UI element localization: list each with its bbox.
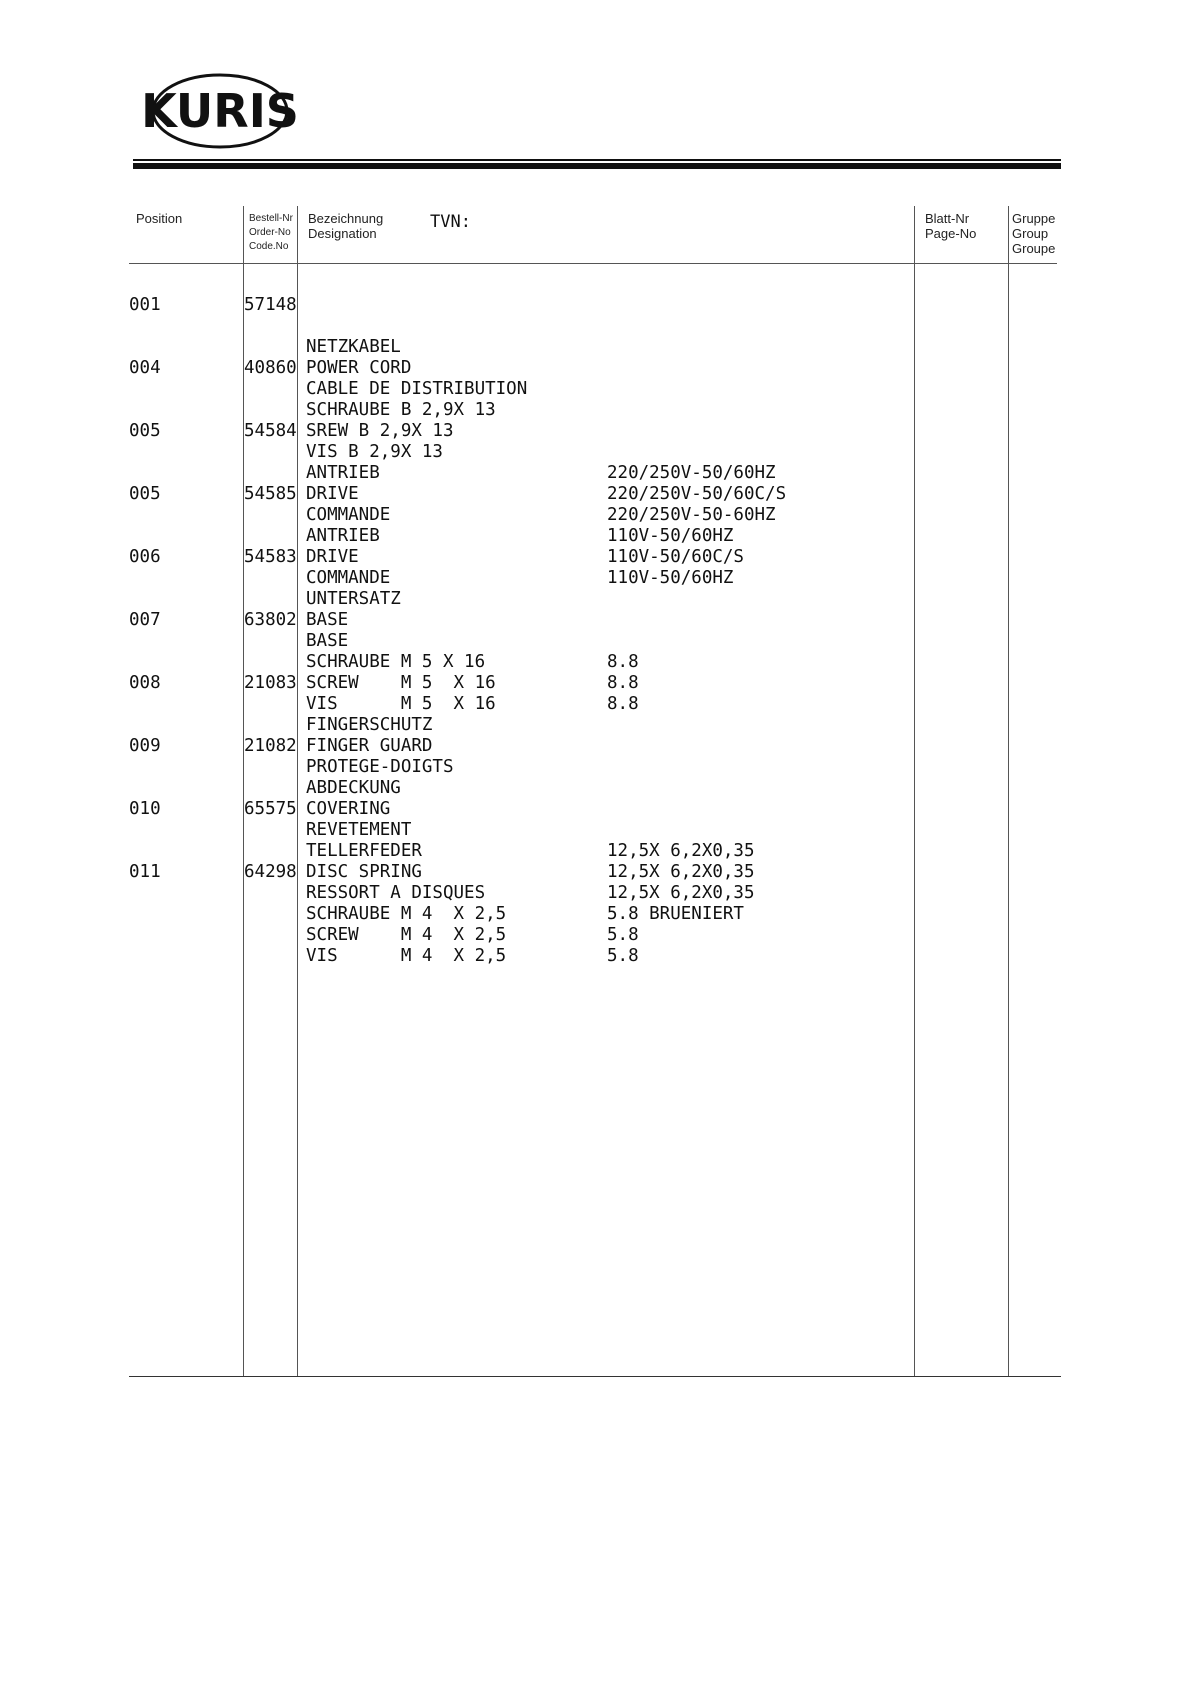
position-cell: 001 xyxy=(129,295,161,315)
order-no-cell: 65575 xyxy=(244,799,297,819)
designation-cell: TELLERFEDER DISC SPRING RESSORT A DISQUES xyxy=(306,841,486,903)
order-no-cell: 54584 xyxy=(244,421,297,441)
tvn-label: TVN: xyxy=(430,212,471,232)
col-page-header: Blatt-Nr Page-No xyxy=(925,211,977,241)
table-bottom-line xyxy=(129,1376,1061,1377)
position-cell: 010 xyxy=(129,799,161,819)
col-order-header: Bestell-Nr Order-No Code.No xyxy=(249,213,293,252)
kuris-logo xyxy=(141,71,299,151)
spec-cell: 12,5X 6,2X0,35 12,5X 6,2X0,35 12,5X 6,2X0,35 xyxy=(607,841,755,903)
order-no-cell: 57148 xyxy=(244,295,297,315)
table-row xyxy=(0,862,1190,966)
position-cell: 009 xyxy=(129,736,161,756)
col-group-header: Gruppe Group Groupe xyxy=(1012,211,1056,256)
order-no-cell: 63802 xyxy=(244,610,297,630)
spec-cell: 220/250V-50/60HZ 220/250V-50/60C/S 220/250V-50-60HZ xyxy=(607,463,787,525)
designation-cell: SCHRAUBE M 5 X 16 SCREW M 5 X 16 VIS M 5 X 16 xyxy=(306,652,496,714)
header-rule-thin xyxy=(133,159,1061,161)
designation-cell: ABDECKUNG COVERING REVETEMENT xyxy=(306,778,412,840)
order-no-cell: 21083 xyxy=(244,673,297,693)
designation-cell: NETZKABEL POWER CORD CABLE DE DISTRIBUTION xyxy=(306,337,528,399)
spec-cell: 8.8 8.8 8.8 xyxy=(607,652,639,714)
designation-cell: ANTRIEB DRIVE COMMANDE xyxy=(306,463,391,525)
designation-cell: SCHRAUBE M 4 X 2,5 SCREW M 4 X 2,5 VIS M 4 X 2,5 xyxy=(306,904,507,966)
svg-text:KURIS: KURIS xyxy=(141,84,299,138)
designation-cell: UNTERSATZ BASE BASE xyxy=(306,589,401,651)
col-position-header: Position xyxy=(136,211,183,226)
designation-cell: ANTRIEB DRIVE COMMANDE xyxy=(306,526,391,588)
position-cell: 007 xyxy=(129,610,161,630)
position-cell: 006 xyxy=(129,547,161,567)
position-cell: 005 xyxy=(129,484,161,504)
col-designation-header: Bezeichnung Designation xyxy=(308,211,384,241)
designation-cell: SCHRAUBE B 2,9X 13 SREW B 2,9X 13 VIS B 2,9X 13 xyxy=(306,400,496,462)
order-no-cell: 64298 xyxy=(244,862,297,882)
order-no-cell: 54585 xyxy=(244,484,297,504)
position-cell: 011 xyxy=(129,862,161,882)
position-cell: 004 xyxy=(129,358,161,378)
position-cell: 008 xyxy=(129,673,161,693)
spec-cell: 110V-50/60HZ 110V-50/60C/S 110V-50/60HZ xyxy=(607,526,744,588)
spec-cell: 5.8 BRUENIERT 5.8 5.8 xyxy=(607,904,744,966)
parts-list xyxy=(0,295,1190,966)
order-no-cell: 54583 xyxy=(244,547,297,567)
order-no-cell: 21082 xyxy=(244,736,297,756)
order-no-cell: 40860 xyxy=(244,358,297,378)
designation-cell: FINGERSCHUTZ FINGER GUARD PROTEGE-DOIGTS xyxy=(306,715,454,777)
header-bottom-line xyxy=(129,263,1057,264)
header-rule-thick xyxy=(133,163,1061,169)
position-cell: 005 xyxy=(129,421,161,441)
